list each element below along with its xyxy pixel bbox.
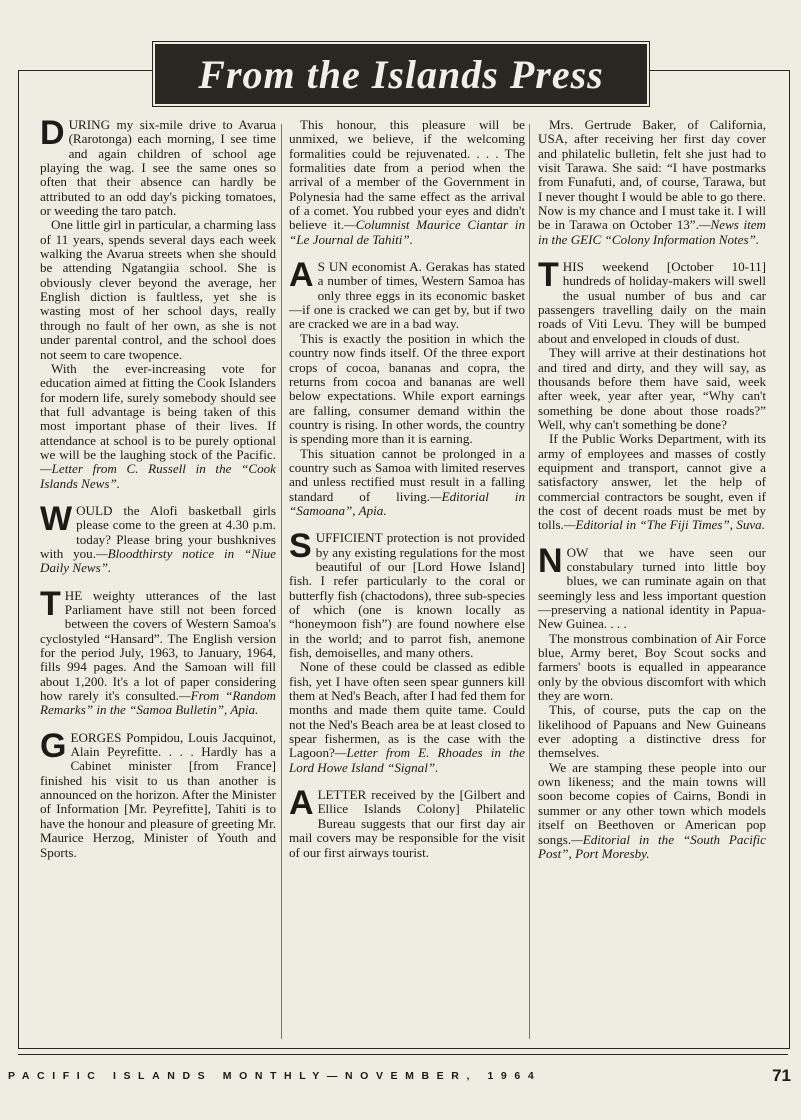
article-item	[40, 114, 276, 491]
drop-cap: N	[538, 541, 563, 580]
article-paragraph	[289, 447, 525, 519]
paragraph-text: One little girl in particular, a charming lass of 11 years, spends several days each week walking the Avarua streets when she should be attending Ngatangiia school. She is obviously clever beyond the average, her English diction is faultless, yet she is wasting most of her school days, really through no fault of her own, as she is not under parental control, and the school does not seem to care twopence.	[40, 217, 276, 362]
article-paragraph	[289, 784, 525, 860]
article-source: —Editorial in the “South Pacific Post”, Port Moresby.	[538, 831, 766, 861]
paragraph-text: OULD the Alofi basketball girls please come to the green at 4.30 p.m. today? Please bring your bushknives with you.	[40, 502, 276, 561]
section-title: From the Islands Press	[198, 51, 604, 97]
article-paragraph	[538, 632, 766, 704]
article-source: —Columnist Maurice Ciantar in “Le Journal de Tahiti”.	[289, 217, 525, 247]
paragraph-text: LETTER received by the [Gilbert and Ellice Islands Colony] Philatelic Bureau suggests that our first day air mail covers may be responsible for the visit of our first airways tourist.	[289, 787, 525, 860]
drop-cap: T	[538, 256, 559, 295]
article-paragraph	[538, 118, 766, 247]
article-paragraph	[289, 660, 525, 775]
column-2	[289, 118, 525, 873]
column-divider	[529, 124, 530, 1039]
paragraph-text: The monstrous combination of Air Force blue, Army beret, Boy Scout socks and farmers' boots is equalled in appearance only by the obvious discomfort with which they are worn.	[538, 630, 766, 704]
article-paragraph	[40, 726, 276, 860]
page-footer	[0, 1066, 801, 1090]
article-paragraph	[538, 346, 766, 432]
article-paragraph	[289, 256, 525, 332]
paragraph-text: We are stamping these people into our own likeness; and the main towns will soon become copies of Cairns, Bondi in summer or any other town which models itself on Beethoven or American pop songs.	[538, 759, 766, 847]
column-1	[40, 114, 277, 873]
paragraph-text: S UN economist A. Gerakas has stated a number of times, Western Samoa has only three eggs in its economic basket—if one is cracked we can get by, but if two are cracked we are in a bad way.	[289, 259, 525, 332]
article-source: —From “Random Remarks” in the “Samoa Bulletin”, Apia.	[40, 688, 277, 718]
drop-cap: W	[40, 499, 73, 538]
article-item	[40, 726, 276, 860]
article-item	[538, 541, 766, 862]
paragraph-text: None of these could be classed as edible fish, yet I have often seen spear gunners kill them at Ned's Beach, after I had fed them for months and made them quite tame. Could not the Ned's Beach area be at least closed to spear fishermen, as is the case with the Lagoon?	[289, 659, 525, 761]
article-paragraph	[538, 256, 766, 346]
paragraph-text: If the Public Works Department, with its army of employees and masses of costly equipment and transport, cannot give a satisfactory answer, let the help of commercial contractors be sought, even if the cost of decent roads must be met by tolls.	[538, 431, 766, 533]
article-paragraph	[289, 527, 525, 661]
footer-masthead: PACIFIC ISLANDS MONTHLY—NOVEMBER, 1964	[8, 1070, 542, 1082]
article-paragraph	[40, 114, 276, 219]
paragraph-text: EORGES Pompidou, Louis Jacquinot, Alain Peyrefitte. . . . Hardly has a Cabinet minister [from France] finished his visit to us than another is announced on the horizon. After the Minister of Information [Mr. Peyrefitte], Tahiti is to have the honour and pleasure of greeting Mr. Maurice Herzog, Minister of Youth and Sports.	[40, 729, 276, 860]
drop-cap: D	[40, 114, 65, 152]
article-paragraph	[538, 541, 766, 632]
paragraph-text: This honour, this pleasure will be unmixed, we believe, if the welcoming formalities could be rejuvenated. . . . The formalities date from a period when the arrival of a member of the Government in Polynesia had the same effect as the arrival of a comet. You rubbed your eyes and didn't believe it.	[289, 117, 525, 233]
drop-cap: T	[40, 584, 61, 623]
paragraph-text: OW that we have seen our constabulary turned into little boy blues, we can ruminate again on that seemingly less and less important question—preserving a national identity in Papua-New Guinea. . . .	[538, 544, 766, 632]
paragraph-text: They will arrive at their destinations hot and tired and dirty, and they will say, as thousands before them have said, week after week, year after year, “Why can't something be done about those roads?” Well, why can't something be done?	[538, 345, 766, 432]
article-paragraph	[40, 499, 276, 576]
paragraph-text: This is exactly the position in which the country now finds itself. Of the three export crops of cocoa, bananas and copra, the returns from cocoa and bananas are well below expectations. While export earnings are falling, consumer demand within the country is rising. In other words, the country is spending more than it is earning.	[289, 330, 525, 447]
article-item	[289, 256, 525, 518]
paragraph-text: With the ever-increasing vote for education aimed at fitting the Cook Islanders for modern life, surely somebody should see that full advantage is being taken of this most important phase of their lives. If attendance at school is to be purely optional we will be the laughing stock of the Pacific.	[40, 360, 276, 462]
article-source: —Editorial in “The Fiji Times”, Suva.	[563, 517, 765, 533]
article-paragraph	[538, 432, 766, 532]
paragraph-text: This situation cannot be prolonged in a country such as Samoa with limited reserves and unless rectified must result in a falling standard of living.	[289, 445, 525, 504]
article-paragraph	[40, 362, 276, 491]
paragraph-text: HE weighty utterances of the last Parliament have still not been forced between the covers of Western Samoa's cyclostyled “Hansard”. The English version for the period July, 1963, to January, 1964, fills 994 pages. And the Samoan will fill about 1,200. It's a lot of paper considering how rarely it's consulted.	[40, 587, 276, 704]
article-paragraph	[40, 218, 276, 361]
article-item	[40, 499, 276, 576]
paragraph-text: This, of course, puts the cap on the likelihood of Papuans and New Guineans ever adopting a distinctive dress for themselves.	[538, 702, 766, 761]
article-item	[538, 256, 766, 533]
paragraph-text: UFFICIENT protection is not provided by any existing regulations for the most beautiful of our [Lord Howe Island] fish. I refer particularly to the coral or butterfly fish (chactodons), three sub-species of which (one is known locally as “honeymoon fish”) are found nowhere else in the world; and to parrot fish, anemone fish, demoiselles, and many others.	[289, 530, 525, 661]
page-number: 71	[772, 1066, 791, 1085]
footer-rule	[18, 1054, 788, 1055]
article-paragraph	[289, 118, 525, 247]
paragraph-text: URING my six-mile drive to Avarua (Rarotonga) each morning, I see time and again children of school age playing the wag. I see the same ones so often that their absence can hardly be attributed to an odd day's picking tomatoes, or weeding the taro patch.	[40, 117, 276, 219]
article-item	[289, 118, 525, 247]
article-item	[538, 118, 766, 247]
article-source: —Letter from C. Russell in the “Cook Islands News”.	[40, 461, 276, 491]
article-item	[289, 527, 525, 775]
column-divider	[281, 124, 282, 1039]
article-item	[40, 584, 277, 718]
article-paragraph	[40, 584, 277, 718]
article-paragraph	[289, 332, 525, 447]
article-paragraph	[538, 703, 766, 760]
drop-cap: A	[289, 784, 314, 823]
column-3	[538, 118, 766, 874]
section-banner	[153, 42, 649, 106]
article-item	[289, 784, 525, 860]
drop-cap: G	[40, 726, 67, 765]
article-source: —Letter from E. Rhoades in the Lord Howe Island “Signal”.	[289, 745, 525, 775]
article-paragraph	[538, 761, 766, 861]
drop-cap: A	[289, 256, 314, 295]
paragraph-text: Mrs. Gertrude Baker, of California, USA, after receiving her first day cover and philatelic bulletin, felt she just had to visit Tarawa. She said: “I have postmarks from Funafuti, and, of course, Tarawa, but I never thought I would be able to go there. Now is my chance and I must take it. I will be in Tarawa on October 13”.	[538, 117, 766, 233]
drop-cap: S	[289, 527, 312, 566]
article-source: —News item in the GEIC “Colony Information Notes”.	[538, 217, 766, 247]
article-source: —Editorial in “Samoana”, Apia.	[289, 488, 525, 518]
paragraph-text: HIS weekend [October 10-11] hundreds of holiday-makers will swell the usual number of bus and car passengers travelling daily on the main roads of Viti Levu. They will be bumped about and enveloped in clouds of dust.	[538, 259, 766, 346]
article-source: —Bloodthirsty notice in “Niue Daily News”.	[40, 545, 276, 576]
